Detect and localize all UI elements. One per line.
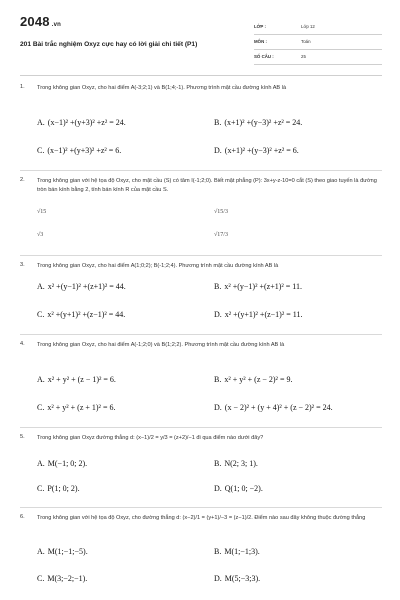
meta-row-count <box>254 50 382 65</box>
meta-key: SỐ CÂU : <box>254 54 274 59</box>
option-c[interactable]: C. x² +(y+1)² +(z−1)² = 44. <box>37 310 126 319</box>
option-c[interactable]: C. P(1; 0; 2). <box>37 484 80 493</box>
question-number: 4. <box>20 341 25 347</box>
question-divider <box>20 507 382 508</box>
question-stem: Trong không gian với hệ tọa độ Oxyz, cho đường thẳng d: (x−2)/1 = (y+1)/−3 = (z−1)/2. Điểm nào sau đây không thuộc đường thẳng <box>37 515 366 521</box>
option-2[interactable]: √15/3 <box>214 209 228 215</box>
option-b[interactable]: B. M(1;−1;3). <box>214 547 260 556</box>
question-6 <box>20 514 382 596</box>
question-number: 3. <box>20 262 25 268</box>
option-3[interactable]: √3 <box>37 232 44 238</box>
logo-text: 2048 <box>20 14 50 29</box>
question-number: 6. <box>20 514 25 520</box>
meta-row-subject <box>254 35 382 50</box>
option-a[interactable]: A. x² + y² + (z − 1)² = 6. <box>37 375 116 384</box>
question-number: 2. <box>20 177 25 183</box>
question-number: 5. <box>20 434 25 440</box>
option-b[interactable]: B. N(2; 3; 1). <box>214 459 258 468</box>
option-a[interactable]: A. (x−1)² +(y+3)² +z² = 24. <box>37 118 126 127</box>
question-4 <box>20 341 382 421</box>
question-stem: Trong không gian Oxyz đường thẳng d: (x−1)/2 = y/3 = (z+2)/−1 đi qua điểm nào dưới đây? <box>37 435 264 441</box>
document-meta <box>254 20 382 65</box>
question-stem: Trong không gian Oxyz, cho hai điểm A(-3;2;1) và B(1;4;-1). Phương trình mặt cầu đường kính AB là <box>37 85 287 91</box>
option-a[interactable]: A. M(1;−1;−5). <box>37 547 88 556</box>
option-d[interactable]: D. x² +(y+1)² +(z−1)² = 11. <box>214 310 303 319</box>
meta-key: MÔN : <box>254 39 267 44</box>
option-a[interactable]: A. x² +(y−1)² +(z+1)² = 44. <box>37 282 126 291</box>
document-header <box>20 10 382 72</box>
header-divider <box>20 75 382 76</box>
question-2 <box>20 177 382 252</box>
option-1[interactable]: √15 <box>37 209 47 215</box>
question-stem: Trong không gian Oxyz, cho hai điểm A(-1;2;0) và B(1;2;2). Phương trình mặt cầu đường kính AB là <box>37 342 285 348</box>
option-4[interactable]: √17/3 <box>214 232 228 238</box>
option-b[interactable]: B. (x+1)² +(y−3)² +z² = 24. <box>214 118 303 127</box>
meta-value: 25 <box>301 54 306 59</box>
site-logo[interactable] <box>20 14 61 29</box>
meta-value: Toán <box>301 39 311 44</box>
question-divider <box>20 334 382 335</box>
option-b[interactable]: B. x² +(y−1)² +(z+1)² = 11. <box>214 282 303 291</box>
question-stem: Trong không gian Oxyz, cho hai điểm A(1;0;2); B(-1;2;4). Phương trình mặt cầu đường kính AB là <box>37 263 279 269</box>
question-3 <box>20 262 382 332</box>
question-5 <box>20 434 382 504</box>
question-number: 1. <box>20 84 25 90</box>
option-b[interactable]: B. x² + y² + (z − 2)² = 9. <box>214 375 293 384</box>
option-d[interactable]: D. (x+1)² +(y−3)² +z² = 6. <box>214 146 299 155</box>
question-divider <box>20 170 382 171</box>
option-c[interactable]: C. x² + y² + (z + 1)² = 6. <box>37 403 116 412</box>
logo-suffix: .vn <box>51 22 62 28</box>
question-divider <box>20 427 382 428</box>
option-d[interactable]: D. Q(1; 0; −2). <box>214 484 263 493</box>
option-d[interactable]: D. M(5;−3;3). <box>214 574 261 583</box>
document-title: 201 Bài trắc nghiệm Oxyz cực hay có lời giải chi tiết (P1) <box>20 41 198 48</box>
question-stem: Trong không gian với hệ tọa độ Oxyz, cho mặt cầu (S) có tâm I(-1;2;0). Biết mặt phẳng (P): 3x+y-z-10=0 cắt (S) theo giao tuyến là đường tròn bán kính bằng 2, tính bán kính R của mặt cầu S. <box>37 178 377 193</box>
meta-key: LỚP : <box>254 24 266 29</box>
option-d[interactable]: D. (x − 2)² + (y + 4)² + (z − 2)² = 24. <box>214 403 333 412</box>
meta-row-class <box>254 20 382 35</box>
option-a[interactable]: A. M(−1; 0; 2). <box>37 459 88 468</box>
option-c[interactable]: C. M(3;−2;−1). <box>37 574 88 583</box>
question-divider <box>20 255 382 256</box>
question-1 <box>20 84 382 164</box>
meta-value: Lớp 12 <box>301 24 315 29</box>
option-c[interactable]: C. (x−1)² +(y+3)² +z² = 6. <box>37 146 122 155</box>
